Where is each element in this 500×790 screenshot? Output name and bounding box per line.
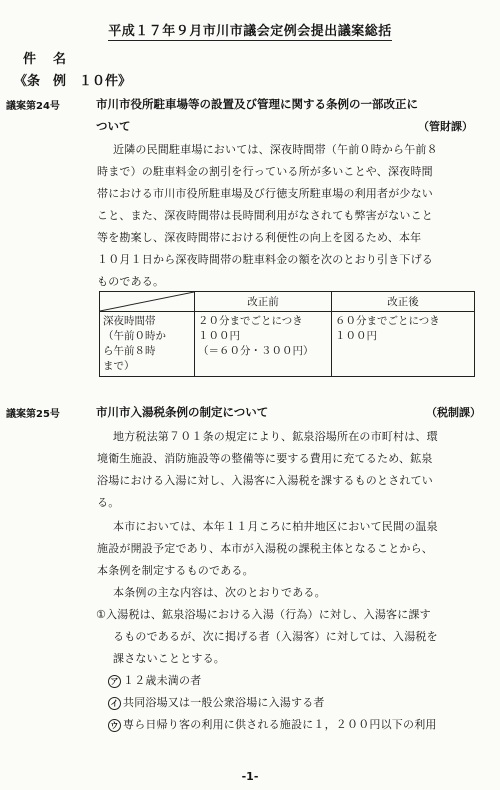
paragraph-line: 課さないこととする。 xyxy=(113,652,225,665)
list-item: ①入湯税は、鉱泉浴場における入湯（行為）に対し、入湯客に課す xyxy=(96,608,431,621)
paragraph-line: 等を勘案し、深夜時間帯における利便性の向上を図るため、本年 xyxy=(97,231,422,244)
paragraph-line: 時まで）の駐車料金の割引を行っている所が多いことや、深夜時間 xyxy=(97,165,433,178)
paragraph-line: 地方税法第７０１条の規定により、鉱泉浴場所在の市町村は、環 xyxy=(113,430,438,443)
parking-fee-table xyxy=(99,291,475,377)
paragraph-line: 近隣の民間駐車場においては、深夜時間帯（午前０時から午前８ xyxy=(113,143,438,156)
paragraph-line: 帯における市川市役所駐車場及び行徳支所駐車場の利用者が少ない xyxy=(97,187,433,200)
table-header: 改正後 xyxy=(332,292,475,312)
category-heading: 《条 例 １０件》 xyxy=(14,74,132,89)
item-marker: イ xyxy=(108,697,121,710)
item-marker: ウ xyxy=(108,719,121,732)
paragraph-line: 本条例の主な内容は、次のとおりである。 xyxy=(113,586,326,599)
department-label: （管財課） xyxy=(418,120,473,133)
paragraph-line: 本市においては、本年１１月ころに柏井地区において民間の温泉 xyxy=(113,520,438,533)
sub-list-item: ア １２歳未満の者 xyxy=(108,672,201,688)
paragraph-line: こと、また、深夜時間帯は長時間利用がなされても弊害がないこと xyxy=(97,209,433,222)
paragraph-line: るものであるが、次に掲げる者（入湯客）に対しては、入湯税を xyxy=(113,630,438,643)
table-corner-cell xyxy=(100,292,195,312)
section-heading: 件 名 xyxy=(23,52,69,67)
paragraph-line: る。 xyxy=(97,496,120,509)
document-title: 平成１７年９月市川市議会定例会提出議案総括 xyxy=(108,24,392,39)
bill-number: 議案第24号 xyxy=(6,101,60,112)
bill-number: 議案第25号 xyxy=(6,409,60,420)
sub-list-item: イ 共同浴場又は一般公衆浴場に入湯する者 xyxy=(108,694,325,710)
bill-title: 市川市役所駐車場等の設置及び管理に関する条例の一部改正に xyxy=(96,97,418,111)
fee-after: ６０分までごとにつき １００円 xyxy=(332,312,475,377)
paragraph-line: ものである。 xyxy=(97,275,165,288)
department-label: （税制課） xyxy=(426,406,481,419)
paragraph-line: 境衛生施設、消防施設等の整備等に要する費用に充てるため、鉱泉 xyxy=(97,452,433,465)
paragraph-line: 本条例を制定するものである。 xyxy=(97,564,254,577)
bill-title: 市川市入湯税条例の制定について xyxy=(96,405,269,419)
row-label: 深夜時間帯 （午前０時か ら午前８時 まで） xyxy=(100,312,195,377)
paragraph-line: １０月１日から深夜時間帯の駐車料金の額を次のとおり引き下げる xyxy=(97,253,433,266)
item-marker: ア xyxy=(108,675,121,688)
sub-list-item: ウ 専ら日帰り客の利用に供される施設に１，２００円以下の利用 xyxy=(108,716,437,732)
item-marker: ① xyxy=(96,608,107,621)
bill-title-continued: ついて xyxy=(96,119,131,133)
page-number: -1- xyxy=(241,770,259,783)
paragraph-line: 浴場における入湯に対し、入湯客に入湯税を課するものとされてい xyxy=(97,474,433,487)
table-row xyxy=(100,312,475,377)
table-header: 改正前 xyxy=(195,292,332,312)
paragraph-line: 施設が開設予定であり、本市が入湯税の課税主体となることから、 xyxy=(97,542,433,555)
fee-before: ２０分までごとにつき １００円 （＝６０分・３００円） xyxy=(195,312,332,377)
